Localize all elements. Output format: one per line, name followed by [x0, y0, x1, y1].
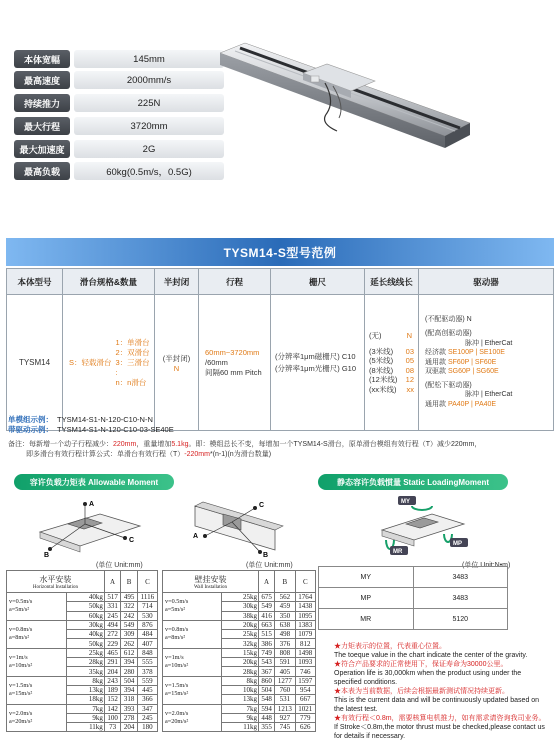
condition-cell	[163, 704, 222, 732]
load-cell: 60kg	[67, 611, 105, 620]
load-cell: 28kg	[222, 667, 259, 676]
moment-cell: 591	[275, 658, 295, 667]
speed-label: v=0.8m/s	[9, 626, 33, 634]
driver-code: SF60P | SF60E	[447, 358, 497, 366]
moment-cell: 530	[137, 611, 157, 620]
horizontal-mount-diagram	[30, 494, 150, 558]
table-row	[7, 648, 158, 657]
moment-cell: 594	[258, 704, 274, 713]
unit-label: (单位 Unit:N•m)	[462, 562, 511, 569]
table-title: 壁挂安装	[194, 574, 227, 584]
static-label: MP	[319, 588, 414, 609]
moment-cell: 714	[137, 602, 157, 611]
example-code: TYSM14-S1-N-120-C10-03-SE40E	[57, 425, 174, 434]
note-highlight: -220mm	[184, 451, 210, 458]
slide-option: 2：双滑台	[115, 347, 150, 357]
load-cell: 30kg	[222, 602, 259, 611]
moment-cell: 394	[121, 658, 138, 667]
load-cell: 38kg	[222, 611, 259, 620]
spec-key: 最大加速度	[14, 140, 70, 158]
load-cell: 25kg	[222, 593, 259, 602]
moment-cell: 386	[258, 639, 274, 648]
note-highlight: 220mm	[113, 441, 137, 448]
spec-value: 145mm	[74, 50, 224, 68]
moment-cell: 812	[295, 639, 315, 648]
accel-label: a=20m/s²	[9, 718, 33, 725]
label-a: A	[193, 533, 199, 540]
note-en: This is the current data and will be continuously updated based on the latest test.	[334, 697, 540, 713]
moment-cell: 954	[295, 685, 315, 694]
col-header: B	[275, 571, 295, 593]
moment-cell: 242	[121, 611, 138, 620]
load-cell: 28kg	[67, 658, 105, 667]
moment-cell: 779	[295, 713, 315, 722]
condition-cell	[163, 620, 222, 648]
load-cell: 13kg	[67, 685, 105, 694]
spec-key: 最高负载	[14, 162, 70, 180]
accel-label: a=20m/s²	[165, 718, 189, 725]
moment-cell: 318	[121, 695, 138, 704]
example-tag: 带驱动示例：	[8, 425, 53, 434]
moment-cell: 498	[275, 630, 295, 639]
moment-cell: 504	[121, 676, 138, 685]
col-header: 半封闭	[155, 269, 199, 295]
load-cell: 20kg	[222, 620, 259, 629]
moment-cell: 515	[258, 630, 274, 639]
moment-cell: 350	[275, 611, 295, 620]
moment-cell: 245	[137, 713, 157, 722]
moment-cell: 407	[137, 639, 157, 648]
col-header: C	[295, 571, 315, 593]
condition-cell	[7, 620, 67, 648]
moment-cell: 445	[137, 685, 157, 694]
example-row	[8, 424, 174, 435]
col-header: C	[137, 571, 157, 593]
condition-cell	[7, 676, 67, 704]
moment-cell: 459	[275, 602, 295, 611]
spec-key: 最大行程	[14, 117, 70, 135]
spec-row	[14, 50, 234, 68]
col-header: 滑台规格&数量	[63, 269, 155, 295]
semi-closed-cell	[155, 295, 199, 431]
load-cell: 8kg	[222, 676, 259, 685]
label-b: B	[263, 552, 269, 558]
note-en: If Stroke＜0.8m,the motor thrust must be checked,please contact us for details if necessary.	[334, 724, 545, 740]
moment-cell: 494	[104, 620, 121, 629]
table-subtitle: Wall Installation	[193, 584, 228, 590]
moment-cell: 180	[137, 723, 157, 732]
cable-label: (xx米线)	[369, 384, 397, 394]
accel-label: a=15m/s²	[9, 690, 33, 698]
load-cell: 30kg	[67, 620, 105, 629]
moment-cell: 638	[275, 620, 295, 629]
speed-label: v=0.5m/s	[165, 598, 189, 606]
spec-value: 2000mm/s	[74, 71, 224, 89]
load-cell: 32kg	[222, 639, 259, 648]
moment-cell: 142	[104, 704, 121, 713]
driver-head: 脉冲 | EtherCat	[465, 339, 513, 347]
moment-cell: 448	[258, 713, 274, 722]
cable-label: (12米线)	[369, 375, 398, 384]
moment-cell: 549	[121, 620, 138, 629]
moment-cell: 100	[104, 713, 121, 722]
moment-cell: 1021	[295, 704, 315, 713]
remark-note	[8, 440, 556, 460]
cable-code: 08	[405, 365, 414, 375]
moment-cell: 331	[104, 602, 121, 611]
driver-label: 通用款	[425, 358, 446, 366]
condition-cell	[7, 648, 67, 676]
label-my: MY	[401, 499, 410, 505]
moment-cell: 189	[104, 685, 121, 694]
speed-label: v=2.0m/s	[9, 710, 33, 717]
semi-closed-label: (半封闭)	[162, 353, 191, 363]
static-value: 3483	[413, 588, 508, 609]
table-row	[163, 648, 316, 657]
load-cell: 7kg	[67, 704, 105, 713]
moment-cell: 876	[137, 620, 157, 629]
moment-cell: 517	[104, 593, 121, 602]
table-row	[163, 704, 316, 713]
slide-option: 3：三滑台	[115, 357, 150, 367]
stroke-step: /60mm	[205, 357, 228, 367]
static-moment-diagram	[372, 494, 472, 556]
moment-cell: 394	[121, 685, 138, 694]
unit-label: (单位 Unit:mm)	[96, 562, 143, 569]
moment-cell: 927	[275, 713, 295, 722]
driver-label: 经济款	[425, 349, 446, 357]
moment-cell: 393	[121, 704, 138, 713]
moment-cell: 405	[275, 667, 295, 676]
cable-code: 12	[405, 375, 414, 384]
scale-option: (分辨率1μm磁栅尺) C10	[275, 351, 356, 361]
spec-row	[14, 117, 234, 135]
spec-key: 持续推力	[14, 94, 70, 112]
moment-cell: 1383	[295, 620, 315, 629]
moment-cell: 549	[258, 602, 274, 611]
star-notes	[334, 642, 549, 741]
label-c: C	[259, 502, 265, 509]
label-mr: MR	[393, 549, 403, 555]
moment-cell: 848	[137, 648, 157, 657]
moment-cell: 1116	[137, 593, 157, 602]
load-cell: 25kg	[67, 648, 105, 657]
static-moment-title: 静态容许负载惯量 Static LoadingMoment	[318, 474, 508, 490]
load-cell: 20kg	[222, 658, 259, 667]
driver-head: 脉冲 | EtherCat	[465, 391, 513, 399]
stroke-cell	[199, 295, 271, 431]
cable-label: (3米线)	[369, 346, 394, 356]
moment-cell: 243	[104, 676, 121, 685]
accel-label: a=5m/s²	[165, 606, 186, 614]
wall-moment-table	[162, 570, 316, 732]
accel-label: a=10m/s²	[9, 662, 33, 670]
moment-cell: 626	[295, 723, 315, 732]
table-row	[319, 588, 508, 609]
model-table	[6, 268, 554, 431]
moment-cell: 548	[258, 695, 274, 704]
table-row	[7, 704, 158, 713]
moment-cell: 1277	[275, 676, 295, 685]
label-c: C	[129, 537, 135, 544]
driver-code: SE100P | SE100E	[447, 349, 505, 357]
moment-cell: 262	[121, 639, 138, 648]
table-row	[7, 676, 158, 685]
moment-cell: 1095	[295, 611, 315, 620]
load-cell: 18kg	[67, 695, 105, 704]
load-cell: 35kg	[67, 667, 105, 676]
moment-cell: 667	[295, 695, 315, 704]
moment-cell: 749	[258, 648, 274, 657]
stroke-range: 60mm~3720mm	[205, 347, 260, 357]
moment-cell: 366	[137, 695, 157, 704]
moment-cell: 322	[121, 602, 138, 611]
driver-code: PA40P | PA40E	[447, 401, 497, 409]
col-header: 本体型号	[7, 269, 63, 295]
speed-label: v=1.5m/s	[165, 682, 189, 690]
table-row	[7, 593, 158, 602]
table-title: 水平安装	[39, 574, 72, 584]
speed-label: v=1.5m/s	[9, 682, 33, 690]
linear-module-image	[215, 28, 475, 168]
cable-code: 05	[405, 356, 414, 365]
speed-label: v=0.5m/s	[9, 598, 33, 606]
driver-group-label: (配高创驱动器)	[425, 329, 472, 337]
spec-value: 60kg(0.5m/s，0.5G)	[74, 162, 224, 180]
scale-option: (分辨率1μm光栅尺) G10	[275, 363, 356, 373]
condition-cell	[7, 593, 67, 621]
spec-key: 最高速度	[14, 71, 70, 89]
spec-value: 225N	[74, 94, 224, 112]
moment-cell: 378	[137, 667, 157, 676]
condition-cell	[163, 676, 222, 704]
col-header: A	[104, 571, 121, 593]
moment-cell: 1597	[295, 676, 315, 685]
note-text: 即多滑台有效行程计算公式：单滑台有效行程（T）	[26, 451, 185, 458]
wall-mount-diagram	[175, 494, 290, 558]
moment-cell: 291	[104, 658, 121, 667]
moment-cell: 347	[137, 704, 157, 713]
note-cn: ★有效行程＜0.8m，需要核算电机推力，如有需求请咨询我司业务。	[334, 715, 546, 722]
moment-cell: 562	[275, 593, 295, 602]
driver-none: (不配驱动器) N	[425, 316, 472, 324]
cable-none: (无)	[369, 331, 382, 340]
accel-label: a=10m/s²	[165, 662, 189, 670]
driver-label: 双驱款	[425, 368, 446, 376]
load-cell: 25kg	[222, 630, 259, 639]
moment-cell: 309	[121, 630, 138, 639]
driver-code: SG60P | SG60E	[447, 368, 499, 376]
cable-label: (8米线)	[369, 365, 394, 375]
driver-group-label: (配松下驱动器)	[425, 381, 472, 389]
cable-cell	[365, 295, 419, 431]
moment-cell: 663	[258, 620, 274, 629]
slide-prefix: S：轻载滑台	[69, 357, 112, 367]
load-cell: 9kg	[67, 713, 105, 722]
col-header: 延长线线长	[365, 269, 419, 295]
note-cn: ★本表为当前数据，后续会根据最新测试情况持续更新。	[334, 688, 509, 695]
col-header: A	[258, 571, 274, 593]
spec-value: 2G	[74, 140, 224, 158]
moment-cell: 531	[275, 695, 295, 704]
load-cell: 11kg	[67, 723, 105, 732]
table-row	[319, 567, 508, 588]
unit-label: (单位 Unit:mm)	[246, 562, 293, 569]
allowable-moment-title: 容许负载力矩表 Allowable Moment	[14, 474, 174, 490]
accel-label: a=15m/s²	[165, 690, 189, 698]
speed-label: v=1m/s	[9, 654, 28, 662]
spec-row	[14, 71, 234, 89]
slide-dots: :	[115, 367, 118, 377]
load-cell: 50kg	[67, 639, 105, 648]
moment-cell: 1498	[295, 648, 315, 657]
accel-label: a=8m/s²	[165, 634, 186, 642]
moment-cell: 465	[104, 648, 121, 657]
col-header: 行程	[199, 269, 271, 295]
load-cell: 40kg	[67, 593, 105, 602]
moment-cell: 808	[275, 648, 295, 657]
driver-cell	[419, 295, 554, 431]
load-cell: 11kg	[222, 723, 259, 732]
load-cell: 7kg	[222, 704, 259, 713]
note-cn: ★符合产品要求的正常使用下，保证寿命为30000公里。	[334, 661, 508, 668]
table-subtitle: Horizontal Installation	[32, 584, 78, 590]
slide-option: 1：单滑台	[115, 337, 150, 347]
slide-cell	[63, 295, 155, 431]
cable-code: N	[406, 331, 412, 340]
moment-cell: 675	[258, 593, 274, 602]
load-cell: 9kg	[222, 713, 259, 722]
moment-cell: 746	[295, 667, 315, 676]
example-code: TYSM14-S1-N-120-C10-N-N	[57, 415, 153, 424]
moment-cell: 245	[104, 611, 121, 620]
load-cell: 8kg	[67, 676, 105, 685]
note-text: 备注：每新增一个动子行程减少：	[8, 441, 113, 448]
spec-row	[14, 140, 234, 158]
note-en: Operation life is 30,000km when the product using under the specified conditions.	[334, 670, 522, 686]
cable-code: xx	[406, 384, 414, 394]
slide-option: n：n滑台	[115, 377, 147, 387]
moment-cell: 280	[121, 667, 138, 676]
condition-cell	[7, 704, 67, 732]
table-row	[163, 676, 316, 685]
note-text: ，重量增加	[136, 441, 172, 448]
accel-label: a=5m/s²	[9, 606, 30, 614]
note-cn: ★力矩表示的位置，代表重心位置。	[334, 643, 446, 650]
moment-cell: 612	[121, 648, 138, 657]
static-label: MR	[319, 609, 414, 630]
note-highlight: 5.1kg	[171, 441, 189, 448]
cable-code: 03	[405, 346, 414, 356]
static-value: 3483	[413, 567, 508, 588]
model-example-title: TYSM14-S型号范例	[6, 238, 554, 266]
accel-label: a=8m/s²	[9, 634, 30, 642]
table-row	[319, 609, 508, 630]
moment-cell: 745	[275, 723, 295, 732]
speed-label: v=1m/s	[165, 654, 184, 662]
note-text: *(n-1)(n为滑台数量)	[209, 451, 272, 458]
moment-cell: 272	[104, 630, 121, 639]
col-header: 栅尺	[271, 269, 365, 295]
speed-label: v=2.0m/s	[165, 710, 189, 717]
driver-label: 通用款	[425, 401, 446, 409]
moment-cell: 204	[104, 667, 121, 676]
speed-label: v=0.8m/s	[165, 626, 189, 634]
load-cell: 50kg	[67, 602, 105, 611]
condition-cell	[163, 593, 222, 621]
moment-cell: 73	[104, 723, 121, 732]
col-header: B	[121, 571, 138, 593]
moment-cell: 1438	[295, 602, 315, 611]
moment-cell: 1093	[295, 658, 315, 667]
scale-cell	[271, 295, 365, 431]
table-row	[163, 593, 316, 602]
note-en: The toeque value in the chart indicate the center of the gravity.	[334, 652, 528, 659]
moment-cell: 229	[104, 639, 121, 648]
moment-cell: 278	[121, 713, 138, 722]
moment-cell: 555	[137, 658, 157, 667]
moment-cell: 860	[258, 676, 274, 685]
moment-cell: 1764	[295, 593, 315, 602]
load-cell: 40kg	[67, 630, 105, 639]
semi-closed-code: N	[173, 363, 180, 373]
moment-cell: 760	[275, 685, 295, 694]
col-header: 驱动器	[419, 269, 554, 295]
moment-cell: 1079	[295, 630, 315, 639]
moment-cell: 559	[137, 676, 157, 685]
moment-cell: 152	[104, 695, 121, 704]
moment-cell: 204	[121, 723, 138, 732]
moment-cell: 484	[137, 630, 157, 639]
label-mp: MP	[453, 541, 462, 547]
condition-cell	[163, 648, 222, 676]
spec-value: 3720mm	[74, 117, 224, 135]
table-row	[163, 620, 316, 629]
moment-cell: 1213	[275, 704, 295, 713]
note-text: 。即：模组总长不变，每增加一个TYSM14-S滑台，原单滑台模组有效行程（T）减少220mm，	[188, 441, 482, 448]
moment-cell: 416	[258, 611, 274, 620]
cable-label: (5米线)	[369, 356, 394, 365]
spec-row	[14, 162, 234, 180]
static-moment-table	[318, 566, 508, 630]
label-b: B	[44, 552, 50, 558]
moment-cell: 376	[275, 639, 295, 648]
load-cell: 10kg	[222, 685, 259, 694]
horizontal-moment-table	[6, 570, 158, 732]
spec-key: 本体宽幅	[14, 50, 70, 68]
moment-cell: 355	[258, 723, 274, 732]
model-cell: TYSM14	[7, 295, 63, 431]
static-label: MY	[319, 567, 414, 588]
moment-cell: 504	[258, 685, 274, 694]
spec-row	[14, 94, 234, 112]
load-cell: 15kg	[222, 648, 259, 657]
moment-cell: 495	[121, 593, 138, 602]
moment-cell: 543	[258, 658, 274, 667]
stroke-pitch: 间隔60 mm Pitch	[205, 367, 262, 377]
load-cell: 13kg	[222, 695, 259, 704]
label-a: A	[89, 501, 95, 508]
static-value: 5120	[413, 609, 508, 630]
table-row	[7, 620, 158, 629]
moment-cell: 367	[258, 667, 274, 676]
example-tag: 单模组示例：	[8, 415, 53, 424]
